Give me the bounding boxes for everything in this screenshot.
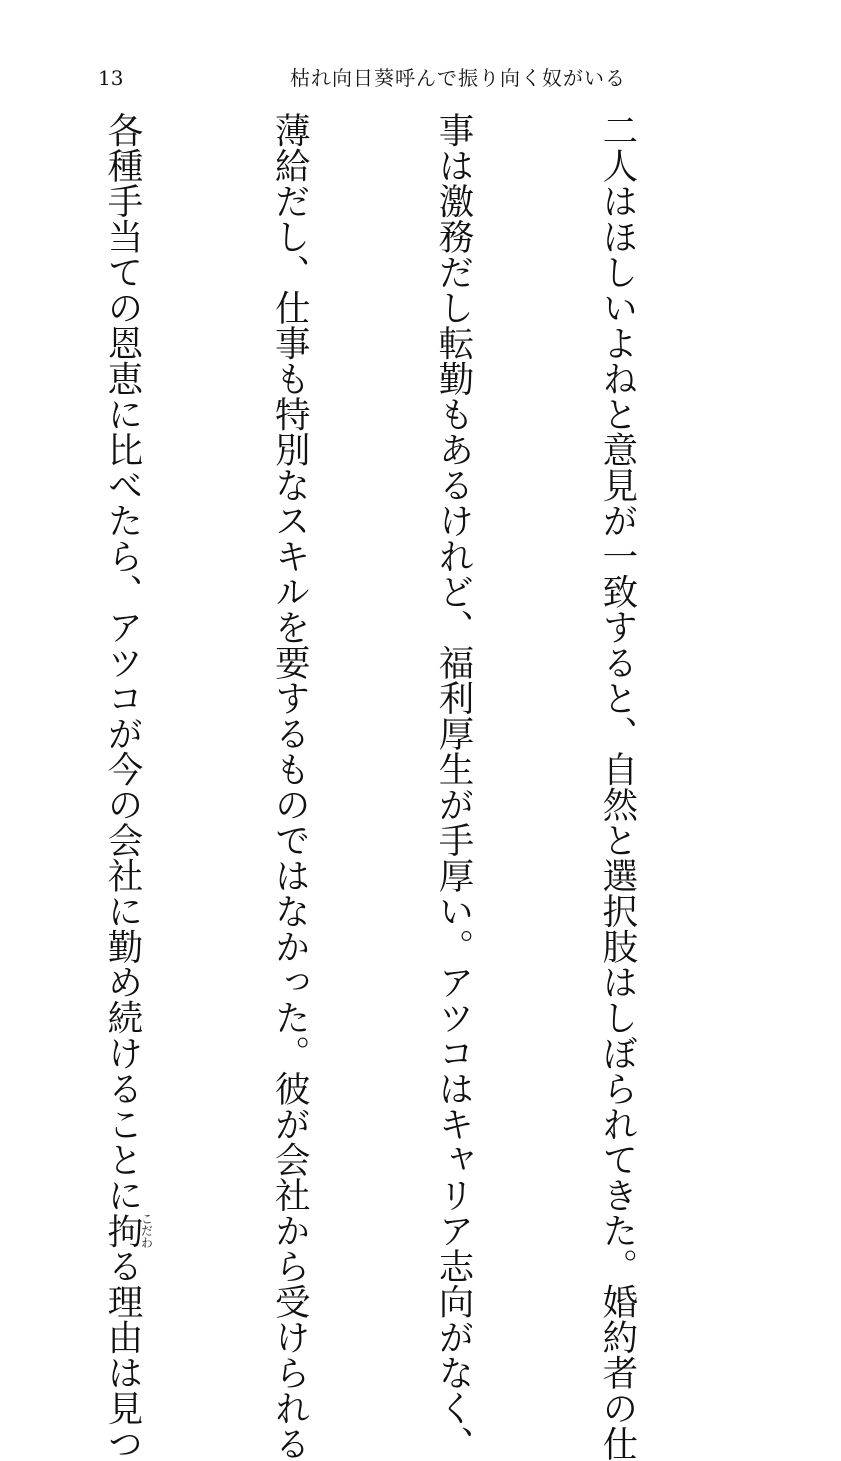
ruby-kodawa bbox=[101, 1212, 154, 1249]
running-title: 枯れ向日葵呼んで振り向く奴がいる bbox=[290, 66, 626, 90]
page-number: 13 bbox=[98, 66, 124, 90]
ruby-kodawa-reading: こだわ bbox=[139, 1212, 154, 1249]
text-line-4-main: 各種手当ての恩恵に比べたら、アツコが今の会社に勤め続けることに bbox=[101, 112, 143, 1213]
text-line-2: 事は激務だし転勤もあるけれど、福利厚生が手厚い。アツコはキャリア志向がなく、 bbox=[433, 112, 475, 1461]
text-line-1: 二人はほしいよねと意見が一致すると、自然と選択肢はしぼられてきた。婚約者の仕 bbox=[596, 112, 638, 1461]
text-line-3: 薄給だし、仕事も特別なスキルを要するものではなかった。彼が会社から受けられる bbox=[269, 112, 311, 1461]
body-text bbox=[93, 112, 753, 1461]
text-line-4 bbox=[94, 112, 154, 1461]
ruby-kodawa-base: 拘 bbox=[101, 1212, 143, 1249]
text-line-4-tail: る理由は見つ bbox=[101, 1248, 143, 1461]
